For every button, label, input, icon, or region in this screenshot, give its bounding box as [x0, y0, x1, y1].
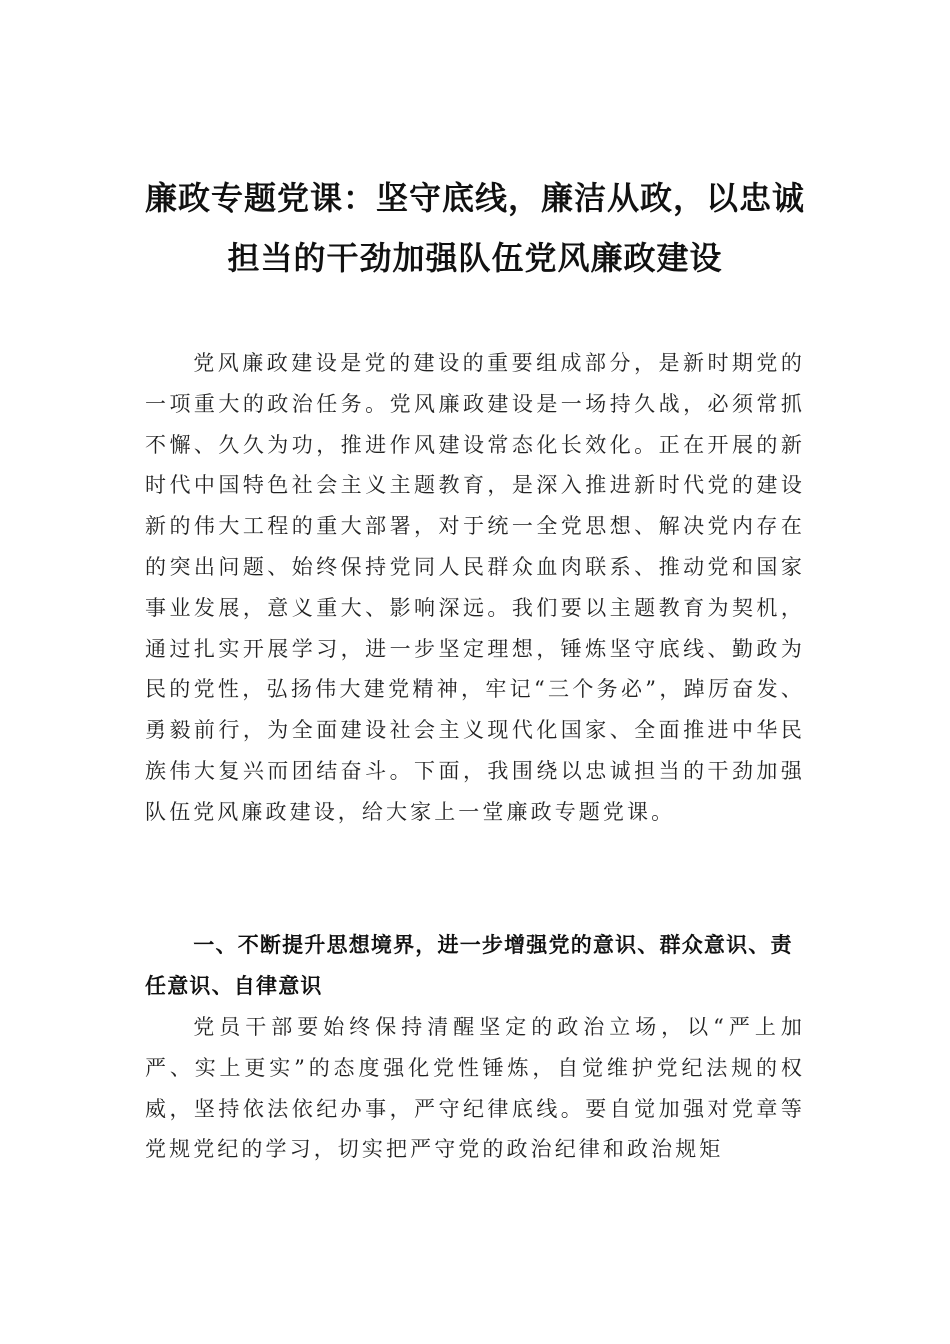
document-title: 廉政专题党课：坚守底线，廉洁从政，以忠诚担当的干劲加强队伍党风廉政建设	[145, 179, 806, 277]
section-heading-1: 一、不断提升思想境界，进一步增强党的意识、群众意识、责任意识、自律意识	[145, 933, 793, 998]
paragraph-section-1: 党员干部要始终保持清醒坚定的政治立场，以“严上加严、实上更实”的态度强化党性锤炼，自觉维护党纪法规的权威，坚持依法依纪办事，严守纪律底线。要自觉加强对党章等党规党纪的学习，切实把严守党的政治纪律和政治规矩	[145, 1015, 805, 1162]
paragraph-intro: 党风廉政建设是党的建设的重要组成部分，是新时期党的一项重大的政治任务。党风廉政建设是一场持久战，必须常抓不懈、久久为功，推进作风建设常态化长效化。正在开展的新时代中国特色社会主义主题教育，是深入推进新时代党的建设新的伟大工程的重大部署，对于统一全党思想、解决党内存在的突出问题、始终保持党同人民群众血肉联系、推动党和国家事业发展，意义重大、影响深远。我们要以主题教育为契机，通过扎实开展学习，进一步坚定理想，锤炼坚守底线、勤政为民的党性，弘扬伟大建党精神，牢记“三个务必”，踔厉奋发、勇毅前行，为全面建设社会主义现代化国家、全面推进中华民族伟大复兴而团结奋斗。下面，我围绕以忠诚担当的干劲加强队伍党风廉政建设，给大家上一堂廉政专题党课。	[145, 351, 805, 824]
